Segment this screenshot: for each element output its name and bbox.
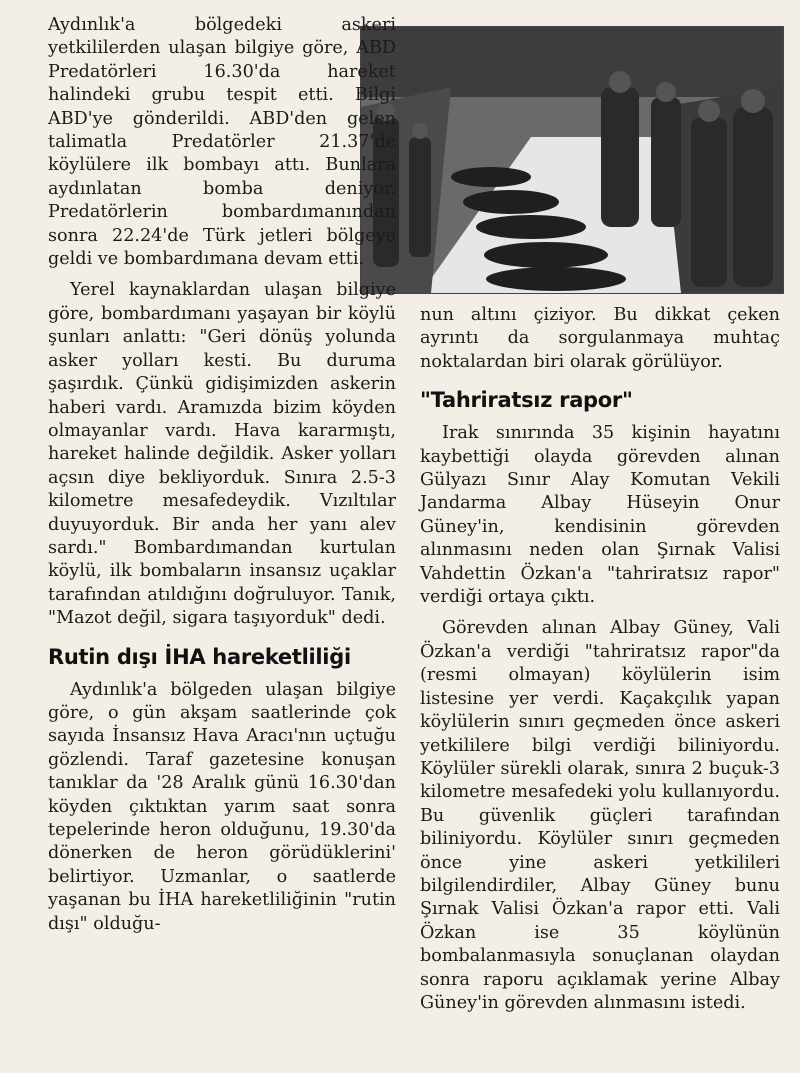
subheading-unofficial-report: "Tahriratsız rapor": [420, 388, 633, 413]
paragraph-name-list: Görevden alınan Albay Güney, Vali Özkan'a verdiği "tahriratsız rapor"da (resmi olmayan) köylülerin isim listesine yer verdi. Kaçakçılık yapan köylülerin sınırı geçmeden önce askeri yetkililere bilgi verdiği biliniyordu. Köylüler sürekli olarak, sınıra 2 buçuk-3 kilometre mesafedeki yolu kullanıyordu. Bu güvenlik güçleri tarafından biliniyordu. Köylüler sınırı geçmeden önce yine askeri yetkilileri bilgilendirdiler, Albay Güney bunu Şırnak Valisi Özkan'a rapor etti. Vali Özkan ise 35 köylünün bombalanmasıyla sonuçlanan olaydan sonra raporu açıklamak yerine Albay Güney'in görevden alınmasını istedi.: [420, 618, 780, 1013]
paragraph-villager-account: Yerel kaynaklardan ulaşan bilgiye göre, bombardımanı yaşayan bir köylü şunları anlattı: "Geri dönüş yolunda asker yolları kesti. Bu duruma şaşırdık. Çünkü gidişimizden askerin haberi vardı. Aramızda bizim köyden olmayanlar vardı. Hava kararmıştı, hareket halinde değildik. Asker yolları açsın diye bekliyorduk. Sınıra 2.5-3 kilometre mesafedeydik. Vızıltılar duyuyorduk. Bir anda her yanı alev sardı." Bombardımandan kurtulan köylü, ilk bombaların insansız uçaklar tarafından atıldığını doğruluyor. Tanık, "Mazot değil, sigara taşıyorduk" dedi.: [48, 280, 396, 629]
paragraph-predator-timeline: Aydınlık'a bölgedeki askeri yetkililerden ulaşan bilgiye göre, ABD Predatörleri 16.30'da hareket halindeki grubu tespit etti. Bilgi ABD'ye gönderildi. ABD'den gelen talimatla Predatörler 21.37'de köylülere ilk bombayı attı. Bunlara aydınlatan bomba deniyor. Predatörlerin bombardımanından sonra 22.24'de Türk jetleri bölgeye geldi ve bombardımana devam etti.: [48, 15, 396, 270]
subheading-uav-activity: Rutin dışı İHA hareketliliği: [48, 644, 351, 669]
paragraph-colonel-report: Irak sınırında 35 kişinin hayatını kaybettiği olayda görevden alınan Gülyazı Sınır Alay Komutan Vekili Jandarma Albay Hüseyin Onur Güney'in, kendisinin görevden alınmasını neden olan Şırnak Valisi Vahdettin Özkan'a "tahriratsız rapor" verdiği ortaya çıktı.: [420, 423, 780, 608]
paragraph-continuation: nun altını çiziyor. Bu dikkat çeken ayrıntı da sorgulanmaya muhtaç noktalardan biri olarak görülüyor.: [420, 305, 780, 372]
right-column: [420, 304, 780, 1023]
left-column: [48, 14, 396, 944]
photo-crowd-illustration: [361, 27, 783, 293]
paragraph-uav-observations: Aydınlık'a bölgeden ulaşan bilgiye göre, o gün akşam saatlerinde çok sayıda İnsansız Hava Aracı'nın uçtuğu gözlendi. Taraf gazetesine konuşan tanıklar da '28 Aralık günü 16.30'dan köyden çıktıktan yarım saat sonra tepelerinde heron olduğunu, 19.30'da dönerken de heron görüdüklerini' belirtiyor. Uzmanlar, o saatlerde yaşanan bu İHA hareketliliğinin "rutin dışı" olduğu-: [48, 679, 396, 934]
news-photo: [360, 26, 784, 294]
